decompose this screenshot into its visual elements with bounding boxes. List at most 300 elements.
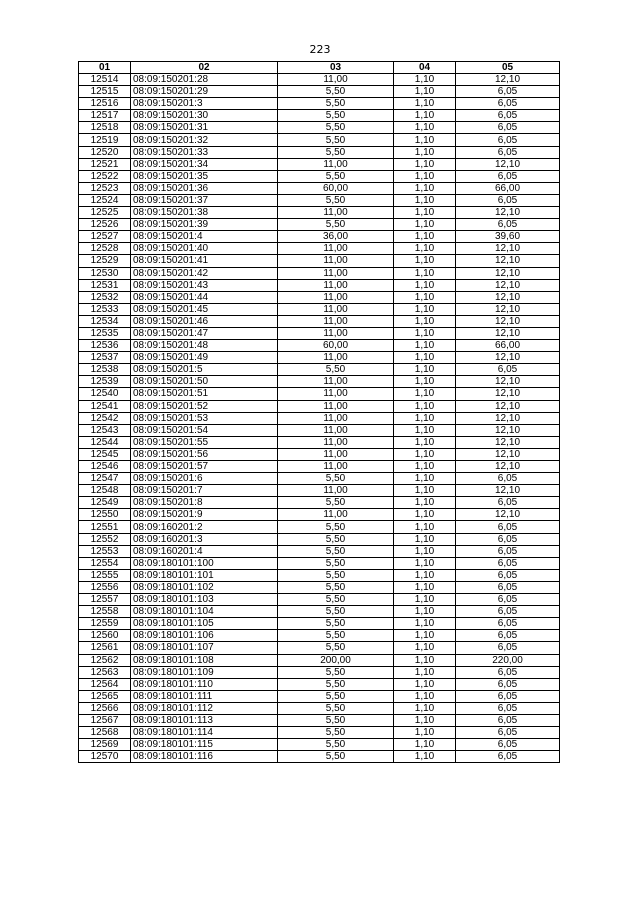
cell-02: 08:09:150201:4 xyxy=(131,231,278,243)
cell-03: 5,50 xyxy=(278,545,394,557)
cell-02: 08:09:180101:104 xyxy=(131,606,278,618)
table-row xyxy=(79,122,560,134)
cell-02: 08:09:150201:5 xyxy=(131,364,278,376)
cell-02: 08:09:150201:8 xyxy=(131,497,278,509)
cell-05: 12,10 xyxy=(456,412,560,424)
cell-04: 1,10 xyxy=(394,182,456,194)
cell-05: 12,10 xyxy=(456,327,560,339)
table-row xyxy=(79,448,560,460)
table-row xyxy=(79,376,560,388)
cell-05: 12,10 xyxy=(456,315,560,327)
cell-03: 5,50 xyxy=(278,194,394,206)
cell-04: 1,10 xyxy=(394,98,456,110)
cell-02: 08:09:150201:9 xyxy=(131,509,278,521)
cell-04: 1,10 xyxy=(394,557,456,569)
cell-05: 6,05 xyxy=(456,364,560,376)
cell-04: 1,10 xyxy=(394,461,456,473)
cell-04: 1,10 xyxy=(394,702,456,714)
cell-02: 08:09:150201:54 xyxy=(131,424,278,436)
cell-02: 08:09:150201:34 xyxy=(131,158,278,170)
cell-03: 5,50 xyxy=(278,690,394,702)
cell-05: 12,10 xyxy=(456,461,560,473)
cell-05: 6,05 xyxy=(456,569,560,581)
cell-01: 12566 xyxy=(79,702,131,714)
table-row xyxy=(79,654,560,666)
cell-05: 12,10 xyxy=(456,376,560,388)
cell-03: 5,50 xyxy=(278,134,394,146)
cell-04: 1,10 xyxy=(394,678,456,690)
cell-04: 1,10 xyxy=(394,194,456,206)
cell-02: 08:09:160201:3 xyxy=(131,533,278,545)
cell-03: 11,00 xyxy=(278,424,394,436)
cell-02: 08:09:180101:105 xyxy=(131,618,278,630)
cell-04: 1,10 xyxy=(394,158,456,170)
cell-02: 08:09:150201:28 xyxy=(131,74,278,86)
cell-03: 5,50 xyxy=(278,110,394,122)
cell-03: 11,00 xyxy=(278,400,394,412)
table-row xyxy=(79,618,560,630)
cell-04: 1,10 xyxy=(394,86,456,98)
cell-02: 08:09:150201:56 xyxy=(131,448,278,460)
cell-02: 08:09:180101:113 xyxy=(131,714,278,726)
cell-03: 5,50 xyxy=(278,146,394,158)
cell-03: 11,00 xyxy=(278,315,394,327)
cell-04: 1,10 xyxy=(394,714,456,726)
cell-05: 6,05 xyxy=(456,630,560,642)
cell-05: 12,10 xyxy=(456,448,560,460)
cell-03: 200,00 xyxy=(278,654,394,666)
cell-04: 1,10 xyxy=(394,594,456,606)
cell-01: 12544 xyxy=(79,436,131,448)
cell-02: 08:09:150201:53 xyxy=(131,412,278,424)
cell-05: 12,10 xyxy=(456,279,560,291)
cell-05: 6,05 xyxy=(456,194,560,206)
cell-02: 08:09:180101:102 xyxy=(131,581,278,593)
cell-03: 5,50 xyxy=(278,642,394,654)
column-header-05: 05 xyxy=(456,62,560,74)
cell-03: 60,00 xyxy=(278,340,394,352)
cell-05: 12,10 xyxy=(456,74,560,86)
cell-01: 12536 xyxy=(79,340,131,352)
cell-01: 12523 xyxy=(79,182,131,194)
cell-03: 5,50 xyxy=(278,557,394,569)
cell-01: 12547 xyxy=(79,473,131,485)
cell-04: 1,10 xyxy=(394,473,456,485)
table-row xyxy=(79,182,560,194)
cell-04: 1,10 xyxy=(394,315,456,327)
cell-02: 08:09:150201:40 xyxy=(131,243,278,255)
cell-01: 12557 xyxy=(79,594,131,606)
table-row xyxy=(79,545,560,557)
cell-03: 11,00 xyxy=(278,255,394,267)
cell-05: 6,05 xyxy=(456,86,560,98)
cell-04: 1,10 xyxy=(394,303,456,315)
cell-05: 66,00 xyxy=(456,340,560,352)
cell-03: 5,50 xyxy=(278,533,394,545)
cell-03: 60,00 xyxy=(278,182,394,194)
cell-02: 08:09:180101:111 xyxy=(131,690,278,702)
cell-02: 08:09:150201:49 xyxy=(131,352,278,364)
cell-04: 1,10 xyxy=(394,581,456,593)
cell-03: 5,50 xyxy=(278,122,394,134)
cell-02: 08:09:150201:52 xyxy=(131,400,278,412)
cell-03: 11,00 xyxy=(278,279,394,291)
cell-02: 08:09:150201:44 xyxy=(131,291,278,303)
cell-05: 6,05 xyxy=(456,134,560,146)
cell-04: 1,10 xyxy=(394,134,456,146)
cell-04: 1,10 xyxy=(394,618,456,630)
table-row xyxy=(79,509,560,521)
cell-03: 5,50 xyxy=(278,594,394,606)
cell-05: 12,10 xyxy=(456,388,560,400)
cell-04: 1,10 xyxy=(394,279,456,291)
table-row xyxy=(79,74,560,86)
table-row xyxy=(79,424,560,436)
cell-05: 6,05 xyxy=(456,473,560,485)
cell-03: 5,50 xyxy=(278,666,394,678)
table-row xyxy=(79,533,560,545)
cell-01: 12541 xyxy=(79,400,131,412)
cell-02: 08:09:150201:39 xyxy=(131,219,278,231)
cell-01: 12535 xyxy=(79,327,131,339)
cell-05: 6,05 xyxy=(456,497,560,509)
cell-05: 6,05 xyxy=(456,533,560,545)
cell-01: 12532 xyxy=(79,291,131,303)
cell-04: 1,10 xyxy=(394,243,456,255)
cell-02: 08:09:150201:45 xyxy=(131,303,278,315)
column-header-02: 02 xyxy=(131,62,278,74)
cell-01: 12539 xyxy=(79,376,131,388)
cell-03: 5,50 xyxy=(278,473,394,485)
table-row xyxy=(79,666,560,678)
table-row xyxy=(79,146,560,158)
cell-03: 36,00 xyxy=(278,231,394,243)
table-row xyxy=(79,436,560,448)
cell-04: 1,10 xyxy=(394,146,456,158)
cell-03: 5,50 xyxy=(278,521,394,533)
cell-02: 08:09:180101:106 xyxy=(131,630,278,642)
table-header-row xyxy=(79,62,560,74)
cell-01: 12520 xyxy=(79,146,131,158)
cell-03: 5,50 xyxy=(278,606,394,618)
cell-04: 1,10 xyxy=(394,400,456,412)
cell-02: 08:09:150201:37 xyxy=(131,194,278,206)
cell-01: 12526 xyxy=(79,219,131,231)
cell-04: 1,10 xyxy=(394,364,456,376)
table-row xyxy=(79,702,560,714)
cell-04: 1,10 xyxy=(394,630,456,642)
cell-02: 08:09:150201:48 xyxy=(131,340,278,352)
cell-05: 6,05 xyxy=(456,714,560,726)
cell-03: 5,50 xyxy=(278,581,394,593)
cell-01: 12562 xyxy=(79,654,131,666)
cell-03: 5,50 xyxy=(278,702,394,714)
cell-02: 08:09:150201:41 xyxy=(131,255,278,267)
cell-03: 11,00 xyxy=(278,412,394,424)
table-row xyxy=(79,581,560,593)
cell-05: 12,10 xyxy=(456,255,560,267)
cell-04: 1,10 xyxy=(394,412,456,424)
cell-03: 11,00 xyxy=(278,436,394,448)
table-row xyxy=(79,606,560,618)
cell-01: 12564 xyxy=(79,678,131,690)
cell-03: 5,50 xyxy=(278,618,394,630)
cell-01: 12553 xyxy=(79,545,131,557)
cell-05: 12,10 xyxy=(456,267,560,279)
cell-01: 12552 xyxy=(79,533,131,545)
cell-05: 6,05 xyxy=(456,581,560,593)
cell-01: 12533 xyxy=(79,303,131,315)
table-row xyxy=(79,594,560,606)
cell-03: 5,50 xyxy=(278,497,394,509)
cell-02: 08:09:150201:32 xyxy=(131,134,278,146)
cell-05: 6,05 xyxy=(456,618,560,630)
cell-05: 6,05 xyxy=(456,606,560,618)
cell-01: 12517 xyxy=(79,110,131,122)
table-row xyxy=(79,388,560,400)
cell-03: 11,00 xyxy=(278,291,394,303)
table-row xyxy=(79,327,560,339)
table-row xyxy=(79,521,560,533)
cell-03: 5,50 xyxy=(278,678,394,690)
table-row xyxy=(79,98,560,110)
cell-04: 1,10 xyxy=(394,666,456,678)
cell-01: 12570 xyxy=(79,751,131,763)
cell-03: 11,00 xyxy=(278,461,394,473)
cell-04: 1,10 xyxy=(394,606,456,618)
cell-04: 1,10 xyxy=(394,727,456,739)
cell-01: 12565 xyxy=(79,690,131,702)
cell-04: 1,10 xyxy=(394,340,456,352)
cell-02: 08:09:150201:33 xyxy=(131,146,278,158)
cell-04: 1,10 xyxy=(394,219,456,231)
cell-01: 12528 xyxy=(79,243,131,255)
table-row xyxy=(79,231,560,243)
cell-02: 08:09:160201:4 xyxy=(131,545,278,557)
cell-01: 12559 xyxy=(79,618,131,630)
cell-05: 6,05 xyxy=(456,146,560,158)
cell-01: 12550 xyxy=(79,509,131,521)
cell-02: 08:09:150201:43 xyxy=(131,279,278,291)
cell-01: 12563 xyxy=(79,666,131,678)
table-row xyxy=(79,303,560,315)
table-row xyxy=(79,569,560,581)
table-row xyxy=(79,340,560,352)
cell-01: 12538 xyxy=(79,364,131,376)
cell-04: 1,10 xyxy=(394,170,456,182)
cell-02: 08:09:150201:36 xyxy=(131,182,278,194)
cell-05: 6,05 xyxy=(456,557,560,569)
cell-05: 6,05 xyxy=(456,98,560,110)
cell-01: 12537 xyxy=(79,352,131,364)
cell-01: 12521 xyxy=(79,158,131,170)
cell-04: 1,10 xyxy=(394,569,456,581)
table-row xyxy=(79,400,560,412)
cell-02: 08:09:180101:116 xyxy=(131,751,278,763)
table-row xyxy=(79,690,560,702)
cell-03: 5,50 xyxy=(278,98,394,110)
cell-03: 11,00 xyxy=(278,485,394,497)
table-row xyxy=(79,642,560,654)
cell-02: 08:09:180101:112 xyxy=(131,702,278,714)
cell-05: 220,00 xyxy=(456,654,560,666)
cell-03: 5,50 xyxy=(278,219,394,231)
cell-01: 12530 xyxy=(79,267,131,279)
cell-04: 1,10 xyxy=(394,388,456,400)
table-row xyxy=(79,86,560,98)
cell-04: 1,10 xyxy=(394,545,456,557)
cell-01: 12569 xyxy=(79,739,131,751)
cell-01: 12514 xyxy=(79,74,131,86)
cell-05: 6,05 xyxy=(456,219,560,231)
cell-02: 08:09:150201:50 xyxy=(131,376,278,388)
cell-04: 1,10 xyxy=(394,352,456,364)
cell-05: 6,05 xyxy=(456,739,560,751)
cell-01: 12516 xyxy=(79,98,131,110)
cell-03: 11,00 xyxy=(278,509,394,521)
cell-01: 12542 xyxy=(79,412,131,424)
table-row xyxy=(79,485,560,497)
table-row xyxy=(79,714,560,726)
cell-02: 08:09:150201:31 xyxy=(131,122,278,134)
cell-02: 08:09:150201:3 xyxy=(131,98,278,110)
cell-04: 1,10 xyxy=(394,485,456,497)
table-row xyxy=(79,207,560,219)
cell-02: 08:09:150201:57 xyxy=(131,461,278,473)
cell-01: 12524 xyxy=(79,194,131,206)
cell-01: 12540 xyxy=(79,388,131,400)
cell-04: 1,10 xyxy=(394,751,456,763)
cell-03: 11,00 xyxy=(278,267,394,279)
cell-01: 12529 xyxy=(79,255,131,267)
cell-04: 1,10 xyxy=(394,424,456,436)
cell-01: 12545 xyxy=(79,448,131,460)
cell-05: 6,05 xyxy=(456,122,560,134)
cell-03: 5,50 xyxy=(278,751,394,763)
cell-05: 6,05 xyxy=(456,170,560,182)
cell-01: 12551 xyxy=(79,521,131,533)
cell-01: 12568 xyxy=(79,727,131,739)
cell-04: 1,10 xyxy=(394,327,456,339)
cell-02: 08:09:150201:55 xyxy=(131,436,278,448)
cell-04: 1,10 xyxy=(394,448,456,460)
cell-05: 6,05 xyxy=(456,594,560,606)
table-row xyxy=(79,134,560,146)
cell-05: 66,00 xyxy=(456,182,560,194)
table-row xyxy=(79,110,560,122)
cell-04: 1,10 xyxy=(394,739,456,751)
table-row xyxy=(79,315,560,327)
cell-01: 12567 xyxy=(79,714,131,726)
cell-05: 6,05 xyxy=(456,666,560,678)
cell-03: 11,00 xyxy=(278,207,394,219)
table-row xyxy=(79,751,560,763)
cell-01: 12548 xyxy=(79,485,131,497)
cell-02: 08:09:150201:7 xyxy=(131,485,278,497)
cell-04: 1,10 xyxy=(394,654,456,666)
cell-02: 08:09:150201:51 xyxy=(131,388,278,400)
cell-04: 1,10 xyxy=(394,122,456,134)
cell-05: 12,10 xyxy=(456,400,560,412)
cell-05: 12,10 xyxy=(456,485,560,497)
cell-02: 08:09:150201:42 xyxy=(131,267,278,279)
cell-05: 6,05 xyxy=(456,545,560,557)
table-row xyxy=(79,279,560,291)
cell-01: 12549 xyxy=(79,497,131,509)
cell-01: 12525 xyxy=(79,207,131,219)
cell-03: 5,50 xyxy=(278,630,394,642)
cell-05: 6,05 xyxy=(456,521,560,533)
cell-03: 11,00 xyxy=(278,303,394,315)
column-header-01: 01 xyxy=(79,62,131,74)
table-row xyxy=(79,739,560,751)
table-row xyxy=(79,461,560,473)
cell-05: 12,10 xyxy=(456,509,560,521)
cell-03: 5,50 xyxy=(278,569,394,581)
table-row xyxy=(79,630,560,642)
cell-02: 08:09:150201:38 xyxy=(131,207,278,219)
cell-02: 08:09:150201:47 xyxy=(131,327,278,339)
cell-02: 08:09:150201:29 xyxy=(131,86,278,98)
cell-01: 12531 xyxy=(79,279,131,291)
cell-02: 08:09:180101:101 xyxy=(131,569,278,581)
cell-03: 11,00 xyxy=(278,327,394,339)
cell-01: 12527 xyxy=(79,231,131,243)
cell-02: 08:09:180101:109 xyxy=(131,666,278,678)
cell-04: 1,10 xyxy=(394,436,456,448)
cell-05: 12,10 xyxy=(456,291,560,303)
cell-04: 1,10 xyxy=(394,291,456,303)
table-row xyxy=(79,291,560,303)
table-row xyxy=(79,473,560,485)
cell-05: 12,10 xyxy=(456,352,560,364)
cell-04: 1,10 xyxy=(394,74,456,86)
cell-04: 1,10 xyxy=(394,267,456,279)
cell-04: 1,10 xyxy=(394,642,456,654)
cell-03: 5,50 xyxy=(278,739,394,751)
table-body xyxy=(79,74,560,763)
cell-02: 08:09:180101:108 xyxy=(131,654,278,666)
cell-05: 12,10 xyxy=(456,207,560,219)
table-row xyxy=(79,412,560,424)
cell-04: 1,10 xyxy=(394,690,456,702)
cell-04: 1,10 xyxy=(394,509,456,521)
page-number: 223 xyxy=(309,43,331,56)
cell-02: 08:09:150201:6 xyxy=(131,473,278,485)
cell-02: 08:09:180101:115 xyxy=(131,739,278,751)
cell-02: 08:09:150201:30 xyxy=(131,110,278,122)
cell-03: 11,00 xyxy=(278,352,394,364)
table-row xyxy=(79,557,560,569)
cell-03: 11,00 xyxy=(278,448,394,460)
cell-02: 08:09:150201:46 xyxy=(131,315,278,327)
cell-05: 6,05 xyxy=(456,727,560,739)
cell-01: 12515 xyxy=(79,86,131,98)
cell-05: 6,05 xyxy=(456,690,560,702)
cell-03: 11,00 xyxy=(278,158,394,170)
table-row xyxy=(79,267,560,279)
cell-01: 12560 xyxy=(79,630,131,642)
table-row xyxy=(79,194,560,206)
cell-03: 11,00 xyxy=(278,243,394,255)
cell-05: 6,05 xyxy=(456,702,560,714)
cell-05: 6,05 xyxy=(456,642,560,654)
table-row xyxy=(79,158,560,170)
cell-02: 08:09:180101:100 xyxy=(131,557,278,569)
cell-05: 12,10 xyxy=(456,424,560,436)
cell-04: 1,10 xyxy=(394,207,456,219)
cell-04: 1,10 xyxy=(394,255,456,267)
